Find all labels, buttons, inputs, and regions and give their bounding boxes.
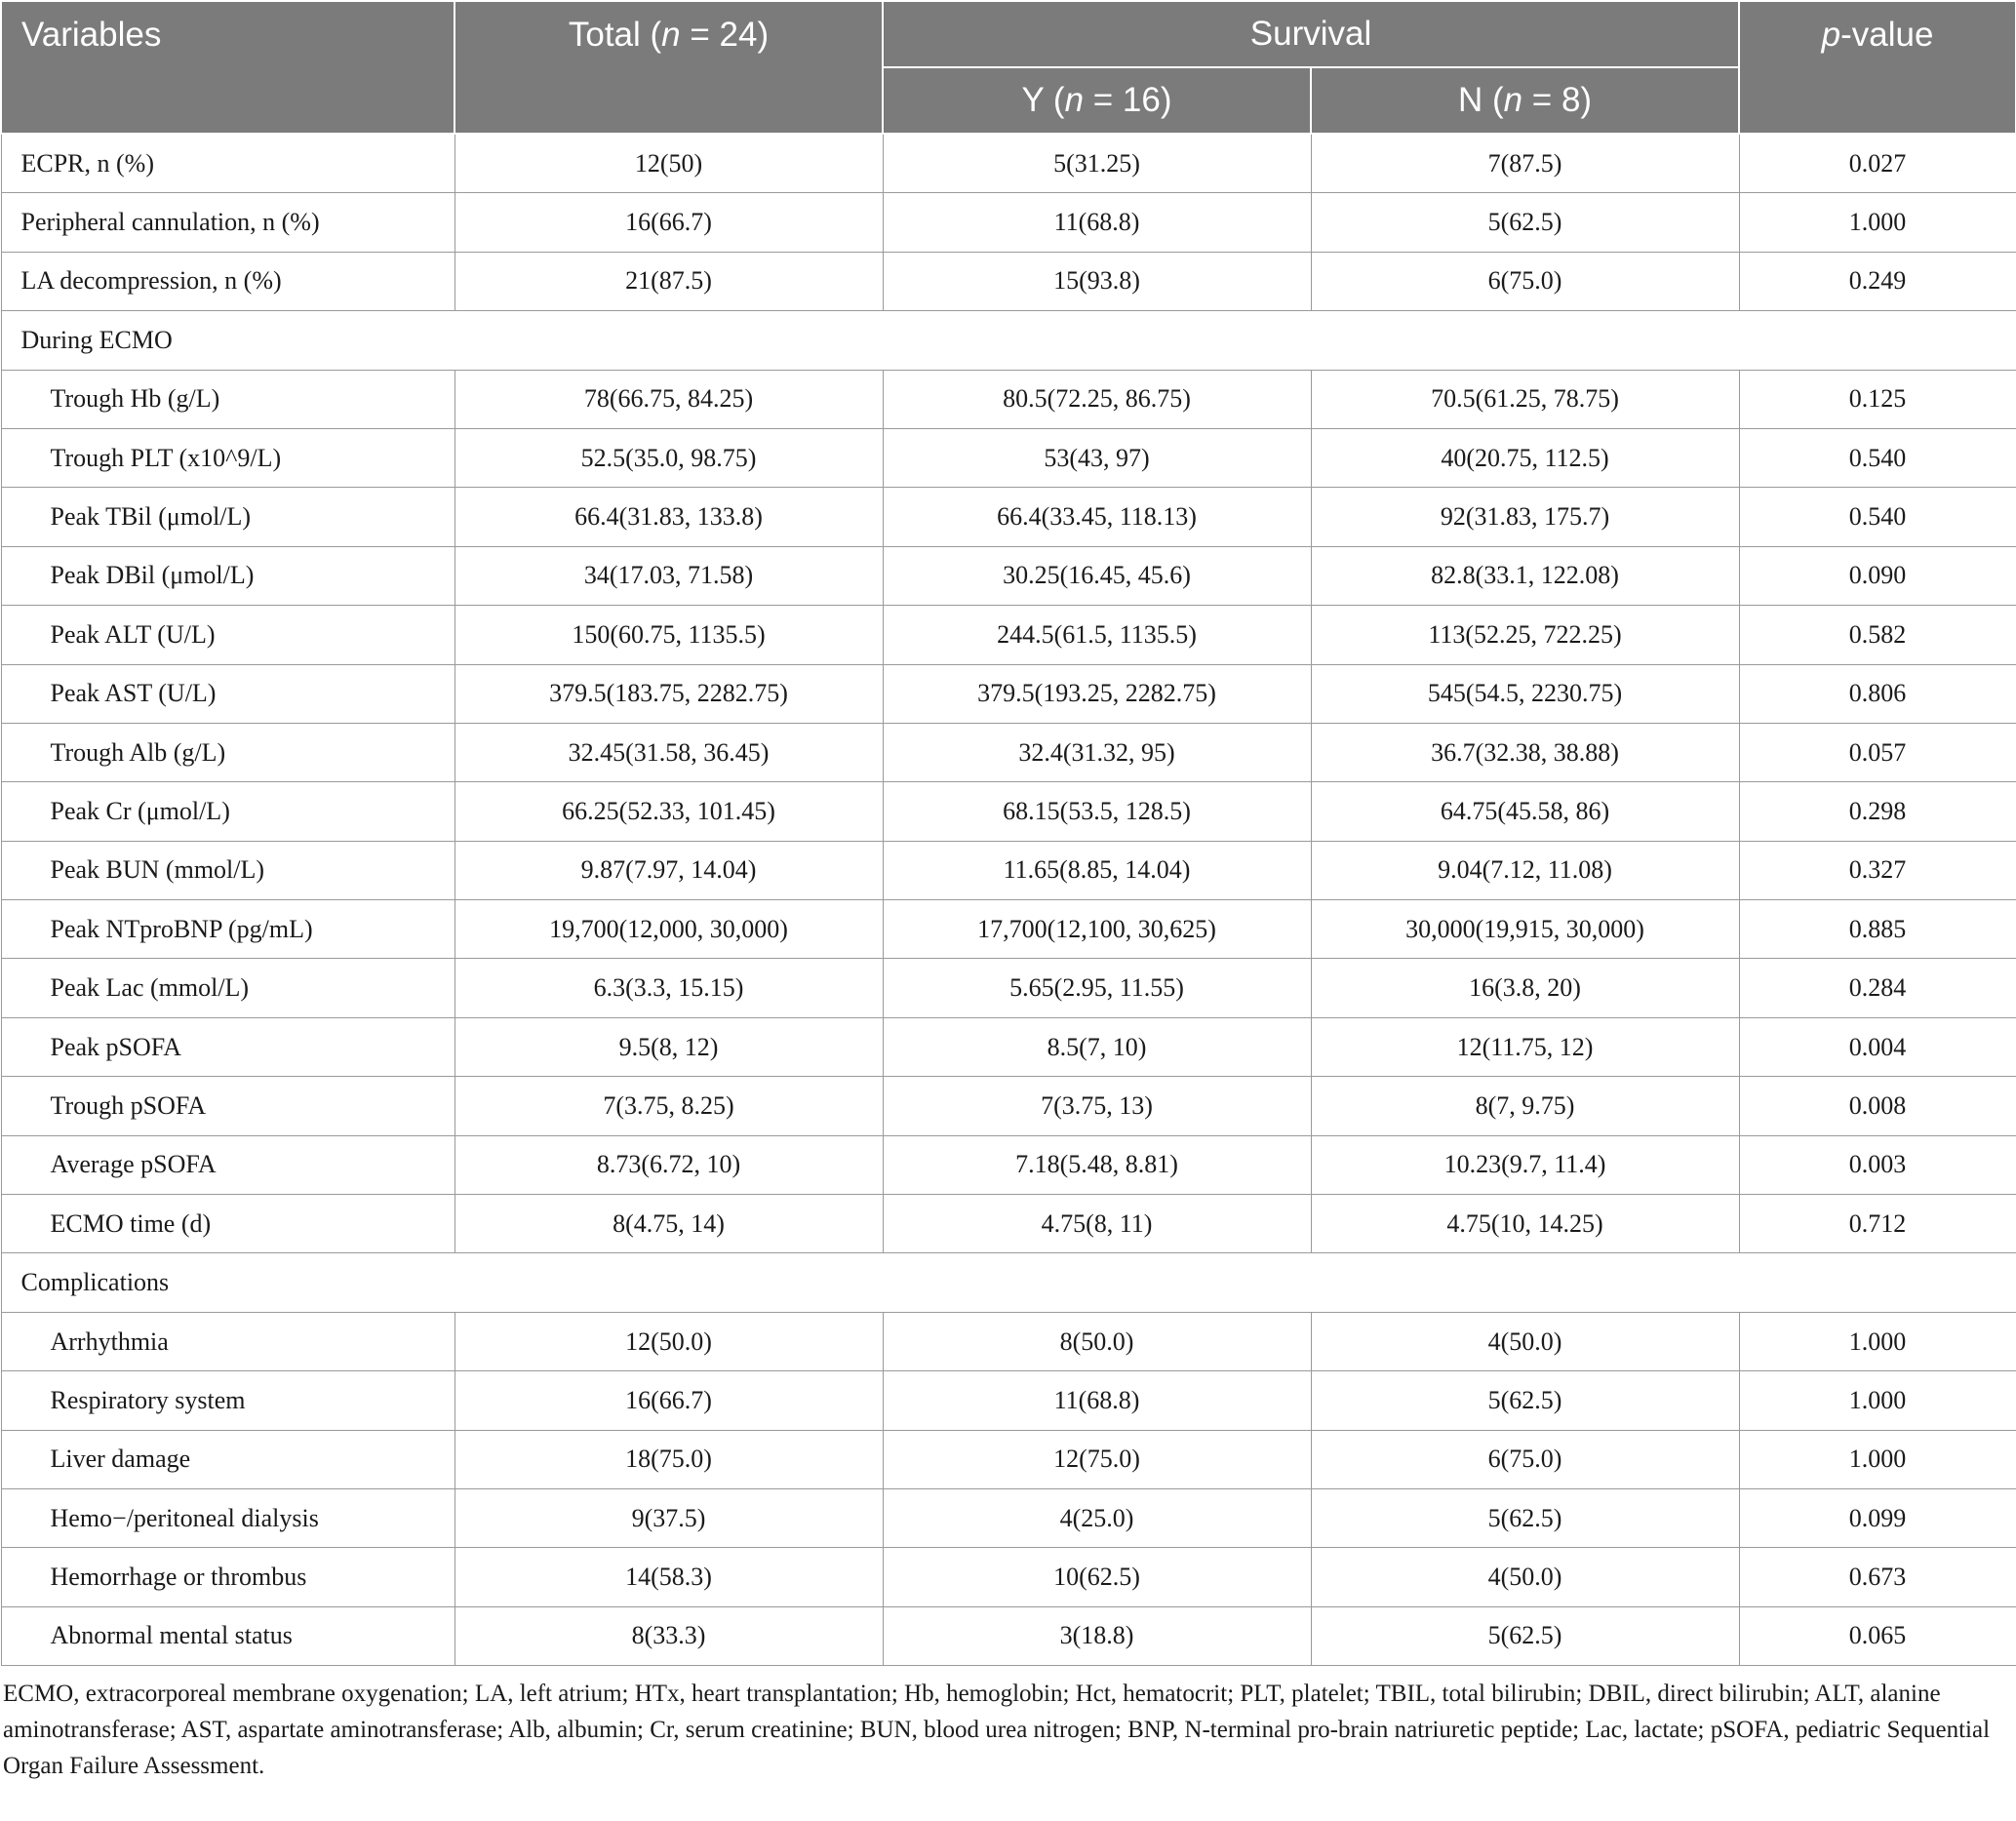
cell-total: 14(58.3) (455, 1548, 883, 1606)
cell-survival-yes: 30.25(16.45, 45.6) (883, 546, 1311, 605)
table-footnote: ECMO, extracorporeal membrane oxygenation; LA, left atrium; HTx, heart transplantation; Hb, hemoglobin; Hct, hematocrit; PLT, platelet; TBIL, total bilirubin; DBIL, direct bilirubin; ALT, alanine aminotransferase; AST, aspartate aminotransferase; Alb, albumin; Cr, serum creatinine; BUN, blood urea nitrogen; BNP, N-terminal pro-brain natriuretic peptide; Lac, lactate; pSOFA, pediatric Sequential Organ Failure Assessment. (3, 1681, 1991, 1780)
cell-p-value: 0.885 (1739, 900, 2016, 959)
row-label: Average pSOFA (1, 1135, 455, 1194)
cell-total: 8.73(6.72, 10) (455, 1135, 883, 1194)
cell-p-value: 0.008 (1739, 1077, 2016, 1135)
cell-p-value: 1.000 (1739, 1430, 2016, 1488)
header-total-prefix: Total ( (568, 16, 662, 54)
header-n-prefix: N ( (1457, 81, 1504, 119)
header-total-suffix: = 24) (680, 16, 770, 54)
row-label: Peak Lac (mmol/L) (1, 959, 455, 1017)
cell-survival-yes: 17,700(12,100, 30,625) (883, 900, 1311, 959)
row-label: Peak TBil (μmol/L) (1, 488, 455, 546)
table-row (1, 723, 2016, 781)
row-label: Trough pSOFA (1, 1077, 455, 1135)
cell-survival-no: 12(11.75, 12) (1311, 1017, 1739, 1076)
section-label: During ECMO (1, 311, 2016, 370)
row-label: Abnormal mental status (1, 1606, 455, 1665)
cell-survival-yes: 5.65(2.95, 11.55) (883, 959, 1311, 1017)
cell-p-value: 1.000 (1739, 1371, 2016, 1430)
table-row (1, 546, 2016, 605)
cell-p-value: 1.000 (1739, 193, 2016, 252)
table-row (1, 488, 2016, 546)
row-label: Liver damage (1, 1430, 455, 1488)
table-row (1, 252, 2016, 310)
table-row (1, 1077, 2016, 1135)
row-label: Peak DBil (μmol/L) (1, 546, 455, 605)
cell-survival-no: 16(3.8, 20) (1311, 959, 1739, 1017)
table-row (1, 1488, 2016, 1547)
cell-total: 12(50.0) (455, 1312, 883, 1370)
row-label: Peak AST (U/L) (1, 664, 455, 723)
cell-survival-yes: 68.15(53.5, 128.5) (883, 782, 1311, 841)
cell-p-value: 0.673 (1739, 1548, 2016, 1606)
row-label: Peak ALT (U/L) (1, 606, 455, 664)
cell-survival-no: 545(54.5, 2230.75) (1311, 664, 1739, 723)
cell-total: 12(50) (455, 134, 883, 193)
header-n-n: n (1503, 81, 1523, 119)
row-label: Trough Alb (g/L) (1, 723, 455, 781)
cell-survival-no: 7(87.5) (1311, 134, 1739, 193)
table-row (1, 900, 2016, 959)
cell-p-value: 0.327 (1739, 841, 2016, 899)
cell-survival-no: 10.23(9.7, 11.4) (1311, 1135, 1739, 1194)
table-row (1, 1606, 2016, 1665)
cell-survival-no: 8(7, 9.75) (1311, 1077, 1739, 1135)
cell-total: 150(60.75, 1135.5) (455, 606, 883, 664)
table-row (1, 1135, 2016, 1194)
cell-p-value: 0.540 (1739, 428, 2016, 487)
section-row (1, 1253, 2016, 1312)
table-row (1, 1371, 2016, 1430)
cell-survival-no: 6(75.0) (1311, 1430, 1739, 1488)
cell-p-value: 0.806 (1739, 664, 2016, 723)
table-body (1, 134, 2016, 1666)
section-label: Complications (1, 1253, 2016, 1312)
row-label: Peak BUN (mmol/L) (1, 841, 455, 899)
cell-p-value: 0.284 (1739, 959, 2016, 1017)
table-row (1, 428, 2016, 487)
cell-p-value: 0.003 (1739, 1135, 2016, 1194)
header-row-1 (1, 1, 2016, 67)
cell-survival-no: 4(50.0) (1311, 1312, 1739, 1370)
cell-survival-no: 5(62.5) (1311, 193, 1739, 252)
header-survival-no (1311, 67, 1739, 134)
cell-survival-no: 6(75.0) (1311, 252, 1739, 310)
row-label: LA decompression, n (%) (1, 252, 455, 310)
cell-survival-yes: 8.5(7, 10) (883, 1017, 1311, 1076)
header-p-value (1739, 1, 2016, 134)
table-row (1, 959, 2016, 1017)
section-row (1, 311, 2016, 370)
cell-survival-yes: 379.5(193.25, 2282.75) (883, 664, 1311, 723)
cell-total: 66.4(31.83, 133.8) (455, 488, 883, 546)
cell-p-value: 0.125 (1739, 370, 2016, 428)
cell-p-value: 0.057 (1739, 723, 2016, 781)
cell-total: 7(3.75, 8.25) (455, 1077, 883, 1135)
cell-survival-no: 36.7(32.38, 38.88) (1311, 723, 1739, 781)
cell-total: 8(4.75, 14) (455, 1195, 883, 1253)
cell-p-value: 0.712 (1739, 1195, 2016, 1253)
table-row (1, 782, 2016, 841)
header-y-suffix: = 16) (1084, 81, 1172, 119)
cell-total: 21(87.5) (455, 252, 883, 310)
row-label: ECMO time (d) (1, 1195, 455, 1253)
cell-total: 32.45(31.58, 36.45) (455, 723, 883, 781)
table-row (1, 1017, 2016, 1076)
header-total (455, 1, 883, 134)
cell-survival-no: 30,000(19,915, 30,000) (1311, 900, 1739, 959)
cell-total: 379.5(183.75, 2282.75) (455, 664, 883, 723)
cell-p-value: 0.249 (1739, 252, 2016, 310)
cell-survival-yes: 12(75.0) (883, 1430, 1311, 1488)
cell-total: 16(66.7) (455, 1371, 883, 1430)
cell-total: 6.3(3.3, 15.15) (455, 959, 883, 1017)
cell-survival-no: 9.04(7.12, 11.08) (1311, 841, 1739, 899)
header-variables: Variables (1, 1, 455, 134)
cell-p-value: 0.582 (1739, 606, 2016, 664)
table-row (1, 841, 2016, 899)
cell-total: 52.5(35.0, 98.75) (455, 428, 883, 487)
row-label: Peak Cr (μmol/L) (1, 782, 455, 841)
row-label: Peak NTproBNP (pg/mL) (1, 900, 455, 959)
table-row (1, 1430, 2016, 1488)
row-label: Hemo−/peritoneal dialysis (1, 1488, 455, 1547)
table-row (1, 1548, 2016, 1606)
header-p-suffix: -value (1840, 16, 1934, 54)
row-label: Arrhythmia (1, 1312, 455, 1370)
cell-survival-no: 4(50.0) (1311, 1548, 1739, 1606)
cell-p-value: 0.090 (1739, 546, 2016, 605)
cell-p-value: 0.027 (1739, 134, 2016, 193)
cell-survival-no: 113(52.25, 722.25) (1311, 606, 1739, 664)
header-survival: Survival (883, 1, 1739, 67)
table-row (1, 1312, 2016, 1370)
cell-total: 16(66.7) (455, 193, 883, 252)
cell-survival-yes: 7(3.75, 13) (883, 1077, 1311, 1135)
table-row (1, 664, 2016, 723)
cell-survival-yes: 11(68.8) (883, 1371, 1311, 1430)
cell-survival-yes: 4(25.0) (883, 1488, 1311, 1547)
cell-p-value: 0.099 (1739, 1488, 2016, 1547)
cell-survival-yes: 10(62.5) (883, 1548, 1311, 1606)
header-y-prefix: Y ( (1021, 81, 1065, 119)
cell-survival-yes: 66.4(33.45, 118.13) (883, 488, 1311, 546)
cell-p-value: 0.004 (1739, 1017, 2016, 1076)
cell-total: 8(33.3) (455, 1606, 883, 1665)
cell-survival-no: 82.8(33.1, 122.08) (1311, 546, 1739, 605)
header-n-suffix: = 8) (1522, 81, 1593, 119)
table-row (1, 134, 2016, 193)
table-row (1, 193, 2016, 252)
cell-survival-yes: 11(68.8) (883, 193, 1311, 252)
header-survival-yes (883, 67, 1311, 134)
cell-survival-yes: 244.5(61.5, 1135.5) (883, 606, 1311, 664)
cell-survival-no: 5(62.5) (1311, 1371, 1739, 1430)
cell-p-value: 0.065 (1739, 1606, 2016, 1665)
cell-survival-yes: 11.65(8.85, 14.04) (883, 841, 1311, 899)
row-label: Trough Hb (g/L) (1, 370, 455, 428)
row-label: Peak pSOFA (1, 1017, 455, 1076)
cell-total: 9(37.5) (455, 1488, 883, 1547)
cell-total: 66.25(52.33, 101.45) (455, 782, 883, 841)
row-label: Hemorrhage or thrombus (1, 1548, 455, 1606)
cell-survival-no: 64.75(45.58, 86) (1311, 782, 1739, 841)
cell-survival-no: 5(62.5) (1311, 1488, 1739, 1547)
table-row (1, 370, 2016, 428)
cell-total: 78(66.75, 84.25) (455, 370, 883, 428)
cell-p-value: 1.000 (1739, 1312, 2016, 1370)
cell-survival-yes: 8(50.0) (883, 1312, 1311, 1370)
cell-total: 9.87(7.97, 14.04) (455, 841, 883, 899)
table-header (1, 1, 2016, 134)
cell-p-value: 0.298 (1739, 782, 2016, 841)
cell-total: 9.5(8, 12) (455, 1017, 883, 1076)
cell-survival-yes: 7.18(5.48, 8.81) (883, 1135, 1311, 1194)
cell-total: 34(17.03, 71.58) (455, 546, 883, 605)
cell-survival-yes: 15(93.8) (883, 252, 1311, 310)
row-label: ECPR, n (%) (1, 134, 455, 193)
cell-survival-no: 5(62.5) (1311, 1606, 1739, 1665)
cell-survival-yes: 5(31.25) (883, 134, 1311, 193)
cell-survival-no: 92(31.83, 175.7) (1311, 488, 1739, 546)
cell-survival-yes: 3(18.8) (883, 1606, 1311, 1665)
header-total-n: n (661, 16, 681, 54)
header-p-italic: p (1821, 16, 1841, 54)
table-row (1, 606, 2016, 664)
row-label: Peripheral cannulation, n (%) (1, 193, 455, 252)
cell-p-value: 0.540 (1739, 488, 2016, 546)
cell-survival-yes: 53(43, 97) (883, 428, 1311, 487)
cell-survival-yes: 32.4(31.32, 95) (883, 723, 1311, 781)
row-label: Respiratory system (1, 1371, 455, 1430)
cell-survival-yes: 80.5(72.25, 86.75) (883, 370, 1311, 428)
row-label: Trough PLT (x10^9/L) (1, 428, 455, 487)
cell-survival-no: 40(20.75, 112.5) (1311, 428, 1739, 487)
cell-total: 18(75.0) (455, 1430, 883, 1488)
header-y-n: n (1064, 81, 1085, 119)
cell-survival-no: 4.75(10, 14.25) (1311, 1195, 1739, 1253)
cell-survival-yes: 4.75(8, 11) (883, 1195, 1311, 1253)
cell-survival-no: 70.5(61.25, 78.75) (1311, 370, 1739, 428)
table-row (1, 1195, 2016, 1253)
cell-total: 19,700(12,000, 30,000) (455, 900, 883, 959)
